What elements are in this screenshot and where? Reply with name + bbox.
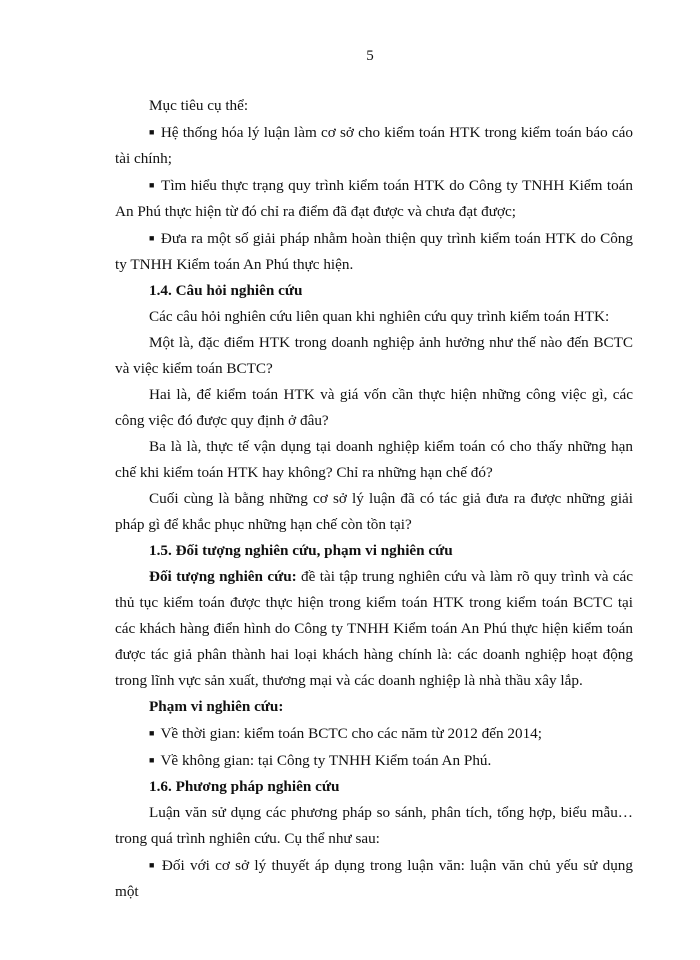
research-scope-label: Phạm vi nghiên cứu:: [149, 698, 284, 715]
question-item: Một là, đặc điểm HTK trong doanh nghiệp ảnh hưởng như thế nào đến BCTC và việc kiểm toán BCTC?: [115, 334, 633, 377]
method-item: [115, 852, 633, 905]
goal-item: [115, 119, 633, 172]
bullet-square-icon: ■: [149, 180, 156, 190]
section-heading-1-4: 1.4. Câu hỏi nghiên cứu: [149, 282, 303, 299]
research-object-paragraph: [115, 564, 633, 694]
bullet-square-icon: ■: [149, 755, 155, 765]
goal-item-text: Tìm hiểu thực trạng quy trình kiểm toán HTK do Công ty TNHH Kiểm toán An Phú thực hiện từ đó chỉ ra điểm đã đạt được và chưa đạt được;: [115, 177, 633, 220]
question-item: Hai là, để kiểm toán HTK và giá vốn cần thực hiện những công việc gì, các công việc đó được quy định ở đâu?: [115, 386, 633, 429]
method-item-text: Đối với cơ sở lý thuyết áp dụng trong luận văn: luận văn chủ yếu sử dụng một: [115, 857, 633, 900]
methods-intro: Luận văn sử dụng các phương pháp so sánh, phân tích, tổng hợp, biểu mẫu… trong quá trình nghiên cứu. Cụ thể như sau:: [115, 804, 633, 847]
question-item: Ba là là, thực tế vận dụng tại doanh nghiệp kiểm toán có cho thấy những hạn chế khi kiểm toán HTK hay không? Chỉ ra những hạn chế đó?: [115, 438, 633, 481]
scope-item: [115, 720, 633, 747]
bullet-square-icon: ■: [149, 127, 155, 137]
goal-item-text: Hệ thống hóa lý luận làm cơ sở cho kiểm toán HTK trong kiểm toán báo cáo tài chính;: [115, 124, 633, 167]
goals-heading: Mục tiêu cụ thể:: [149, 97, 249, 114]
section-heading-1-5: 1.5. Đối tượng nghiên cứu, phạm vi nghiên cứu: [149, 542, 453, 559]
research-object-label: Đối tượng nghiên cứu:: [149, 568, 297, 585]
goal-item: [115, 225, 633, 278]
page-number: 5: [366, 48, 374, 64]
research-object-text: đề tài tập trung nghiên cứu và làm rõ quy trình và các thủ tục kiểm toán được thực hiện trong kiểm toán HTK trong kiểm toán BCTC tại các khách hàng điển hình do Công ty TNHH Kiểm toán An Phú thực hiện kiểm toán được tác giả phân thành hai loại khách hàng chính là: các doanh nghiệp hoạt động trong lĩnh vực sản xuất, thương mại và các doanh nghiệp là nhà thầu xây lắp.: [115, 568, 634, 689]
scope-item: [115, 747, 633, 774]
bullet-square-icon: ■: [149, 860, 156, 870]
goal-item: [115, 172, 633, 225]
bullet-square-icon: ■: [149, 233, 155, 243]
document-body: [115, 93, 633, 905]
scope-item-text: Về thời gian: kiểm toán BCTC cho các năm từ 2012 đến 2014;: [160, 725, 542, 742]
questions-intro: Các câu hỏi nghiên cứu liên quan khi nghiên cứu quy trình kiểm toán HTK:: [149, 308, 610, 325]
bullet-square-icon: ■: [149, 728, 155, 738]
goal-item-text: Đưa ra một số giải pháp nhằm hoàn thiện quy trình kiểm toán HTK do Công ty TNHH Kiểm toán An Phú thực hiện.: [115, 230, 633, 273]
section-heading-1-6: 1.6. Phương pháp nghiên cứu: [149, 778, 340, 795]
question-item: Cuối cùng là bằng những cơ sở lý luận đã có tác giả đưa ra được những giải pháp gì để khắc phục những hạn chế còn tồn tại?: [115, 490, 633, 533]
scope-item-text: Về không gian: tại Công ty TNHH Kiểm toán An Phú.: [160, 752, 492, 769]
